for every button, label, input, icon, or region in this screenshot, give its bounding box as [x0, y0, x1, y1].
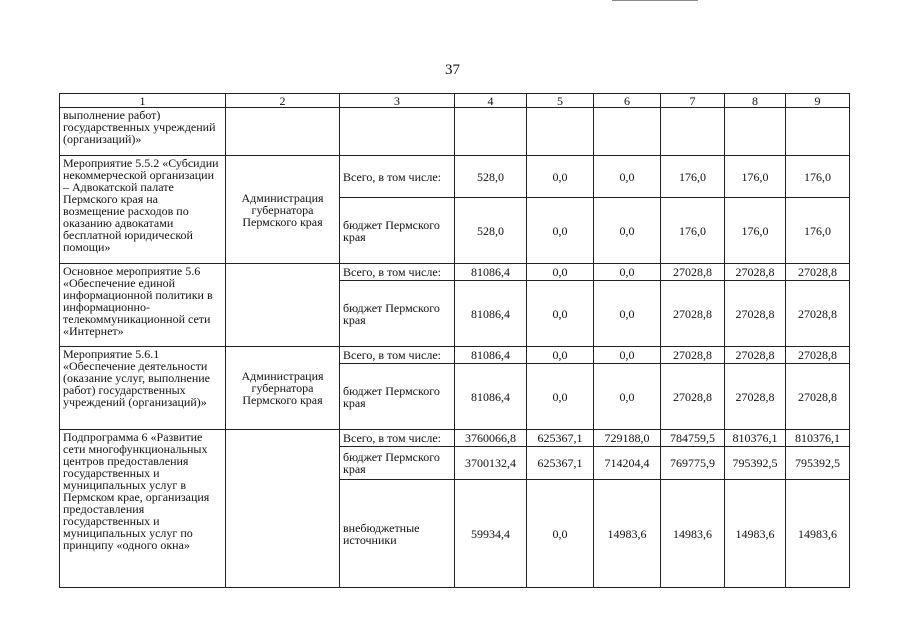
- amount-cell: 795392,5: [725, 447, 786, 480]
- amount-cell: 59934,4: [455, 480, 527, 588]
- header-cell: 6: [594, 94, 661, 108]
- funding-source-cell: бюджет Пермского края: [340, 447, 455, 480]
- amount-cell: 27028,8: [661, 364, 725, 430]
- amount-cell: [661, 108, 725, 156]
- amount-cell: 0,0: [527, 156, 594, 198]
- funding-source-cell: [340, 108, 455, 156]
- table-row: [60, 430, 850, 447]
- amount-cell: 27028,8: [725, 347, 786, 364]
- amount-cell: 795392,5: [786, 447, 850, 480]
- executor-cell: [226, 430, 340, 588]
- amount-cell: 810376,1: [786, 430, 850, 447]
- amount-cell: 625367,1: [527, 447, 594, 480]
- funding-source-cell: внебюджетные источники: [340, 480, 455, 588]
- amount-cell: 176,0: [725, 198, 786, 264]
- header-cell: 3: [340, 94, 455, 108]
- header-cell: 9: [786, 94, 850, 108]
- amount-cell: 0,0: [527, 480, 594, 588]
- amount-cell: 784759,5: [661, 430, 725, 447]
- activity-description: Подпрограмма 6 «Развитие сети многофункциональных центров предоставления государственных и муниципальных услуг в Пермском крае, организация предоставления государственных и муниципальных услуг по принципу «одного окна»: [60, 430, 226, 588]
- amount-cell: 0,0: [594, 264, 661, 281]
- activity-description: Мероприятие 5.5.2 «Субсидии некоммерческой организации – Адвокатской палате Пермского края на возмещение расходов по оказанию адвокатами бесплатной юридической помощи»: [60, 156, 226, 264]
- amount-cell: 0,0: [527, 198, 594, 264]
- amount-cell: 27028,8: [725, 364, 786, 430]
- amount-cell: 176,0: [786, 198, 850, 264]
- table-body: [60, 94, 850, 588]
- funding-source-cell: Всего, в том числе:: [340, 347, 455, 364]
- amount-cell: 27028,8: [786, 281, 850, 347]
- header-cell: 1: [60, 94, 226, 108]
- amount-cell: 81086,4: [455, 264, 527, 281]
- amount-cell: 176,0: [786, 156, 850, 198]
- header-cell: 4: [455, 94, 527, 108]
- amount-cell: 81086,4: [455, 281, 527, 347]
- amount-cell: 625367,1: [527, 430, 594, 447]
- amount-cell: [527, 108, 594, 156]
- amount-cell: 3760066,8: [455, 430, 527, 447]
- amount-cell: 714204,4: [594, 447, 661, 480]
- amount-cell: 27028,8: [786, 364, 850, 430]
- page-number: 37: [445, 62, 460, 78]
- executor-cell: [226, 108, 340, 156]
- funding-source-cell: бюджет Пермского края: [340, 364, 455, 430]
- amount-cell: 0,0: [594, 281, 661, 347]
- header-cell: 5: [527, 94, 594, 108]
- amount-cell: 14983,6: [725, 480, 786, 588]
- table-row: [60, 264, 850, 281]
- amount-cell: [725, 108, 786, 156]
- amount-cell: 0,0: [527, 264, 594, 281]
- table-row: [60, 347, 850, 364]
- amount-cell: 27028,8: [786, 264, 850, 281]
- amount-cell: 27028,8: [661, 347, 725, 364]
- header-cell: 2: [226, 94, 340, 108]
- amount-cell: 81086,4: [455, 347, 527, 364]
- amount-cell: 0,0: [594, 364, 661, 430]
- amount-cell: 14983,6: [786, 480, 850, 588]
- amount-cell: 0,0: [594, 156, 661, 198]
- executor-cell: Администрация губернатора Пермского края: [226, 156, 340, 264]
- amount-cell: 528,0: [455, 156, 527, 198]
- table-row: [60, 108, 850, 156]
- activity-description: Основное мероприятие 5.6 «Обеспечение единой информационной политики в информационно-телекоммуникационной сети «Интернет»: [60, 264, 226, 347]
- amount-cell: 27028,8: [786, 347, 850, 364]
- amount-cell: 528,0: [455, 198, 527, 264]
- executor-cell: [226, 264, 340, 347]
- funding-source-cell: бюджет Пермского края: [340, 281, 455, 347]
- amount-cell: 0,0: [594, 347, 661, 364]
- amount-cell: 81086,4: [455, 364, 527, 430]
- amount-cell: [594, 108, 661, 156]
- funding-source-cell: Всего, в том числе:: [340, 156, 455, 198]
- table-row: [60, 156, 850, 198]
- header-cell: 7: [661, 94, 725, 108]
- amount-cell: 27028,8: [725, 264, 786, 281]
- funding-source-cell: Всего, в том числе:: [340, 430, 455, 447]
- amount-cell: 14983,6: [661, 480, 725, 588]
- executor-cell: Администрация губернатора Пермского края: [226, 347, 340, 430]
- amount-cell: 0,0: [594, 198, 661, 264]
- funding-source-cell: бюджет Пермского края: [340, 198, 455, 264]
- amount-cell: 27028,8: [661, 281, 725, 347]
- amount-cell: 0,0: [527, 281, 594, 347]
- activity-description: выполнение работ) государственных учреждений (организаций)»: [60, 108, 226, 156]
- activity-description: Мероприятие 5.6.1 «Обеспечение деятельности (оказание услуг, выполнение работ) государственных учреждений (организаций)»: [60, 347, 226, 430]
- amount-cell: 0,0: [527, 347, 594, 364]
- header-row: [60, 94, 850, 108]
- amount-cell: 769775,9: [661, 447, 725, 480]
- amount-cell: 176,0: [661, 198, 725, 264]
- amount-cell: 14983,6: [594, 480, 661, 588]
- amount-cell: 3700132,4: [455, 447, 527, 480]
- amount-cell: 729188,0: [594, 430, 661, 447]
- header-cell: 8: [725, 94, 786, 108]
- amount-cell: 176,0: [661, 156, 725, 198]
- funding-source-cell: Всего, в том числе:: [340, 264, 455, 281]
- amount-cell: 0,0: [527, 364, 594, 430]
- amount-cell: [455, 108, 527, 156]
- amount-cell: 176,0: [725, 156, 786, 198]
- amount-cell: 27028,8: [725, 281, 786, 347]
- scan-top-rule: [612, 0, 698, 1]
- amount-cell: 27028,8: [661, 264, 725, 281]
- budget-table: [59, 93, 850, 588]
- amount-cell: 810376,1: [725, 430, 786, 447]
- amount-cell: [786, 108, 850, 156]
